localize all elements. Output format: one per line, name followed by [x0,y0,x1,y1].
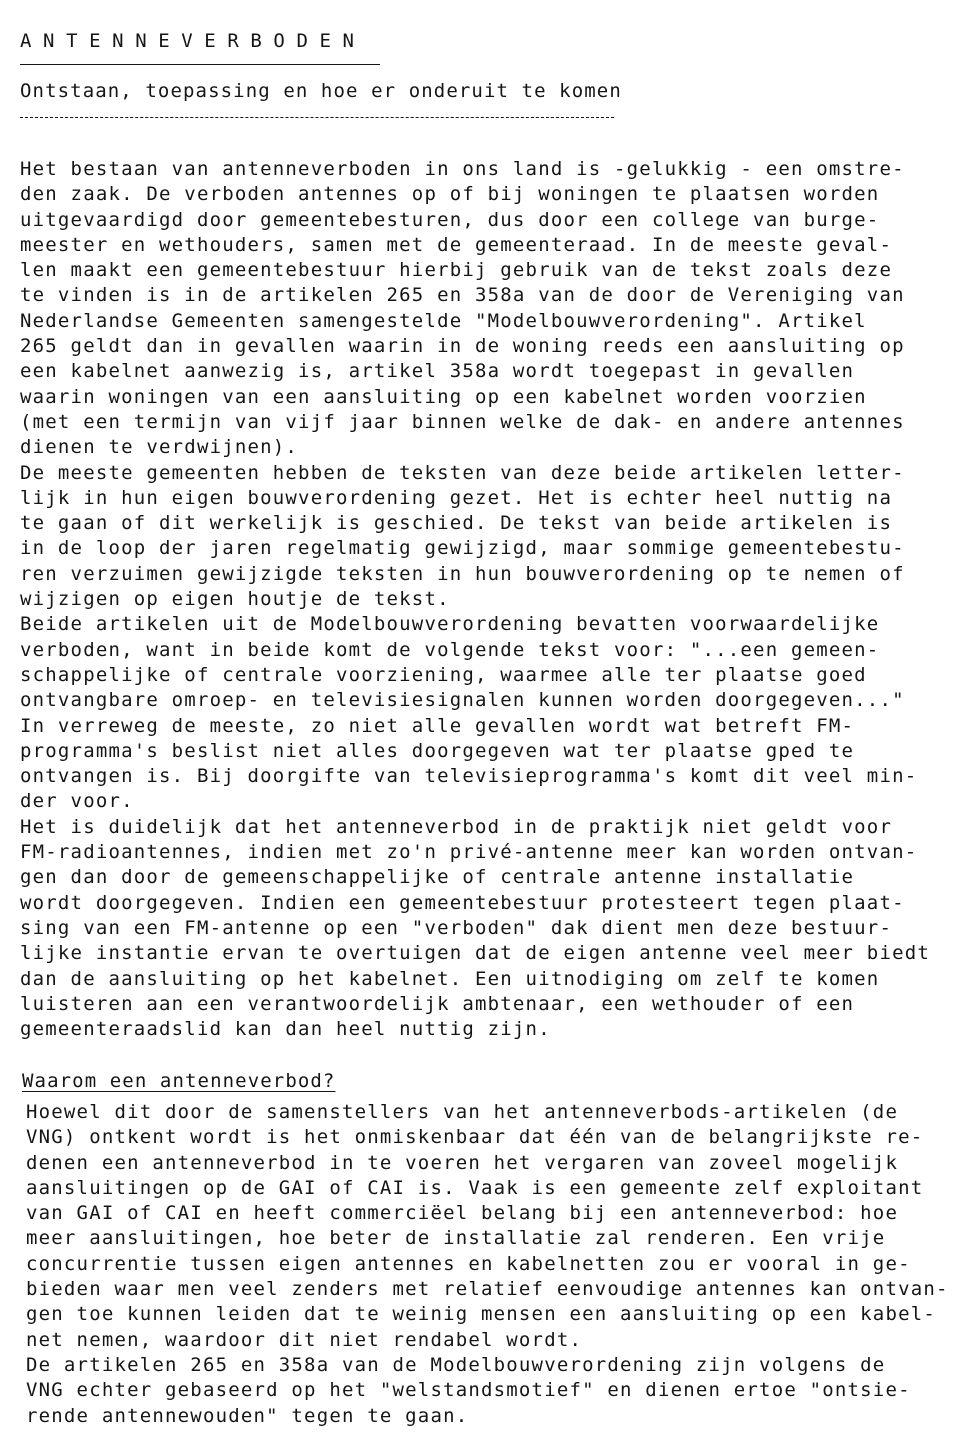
text-line: der voor. [20,790,134,813]
section-2-body [26,1100,949,1429]
text-line: Hoewel dit door de samenstellers van het antenneverbods-artikelen (de [26,1101,899,1123]
text-line: den zaak. De verboden antennes op of bij woningen te plaatsen worden [20,183,880,206]
text-line: concurrentie tussen eigen antennes en kabelnetten zou er vooral in ge- [26,1252,911,1275]
text-line: gen dan door de gemeenschappelijke of centrale antenne installatie [20,866,855,889]
text-line: ren verzuimen gewijzigde teksten in hun bouwverordening op te nemen of [20,562,905,585]
text-line: verboden, want in beide komt de volgende tekst voor: "...een gemeen- [20,638,880,661]
text-line: dan de aansluiting op het kabelnet. Een uitnodiging om zelf te komen [20,967,880,990]
text-line: een kabelnet aanwezig is, artikel 358a wordt toegepast in gevallen [20,360,855,383]
document-subtitle: Ontstaan, toepassing en hoe er onderuit te komen [20,80,622,102]
text-line: gen toe kunnen leiden dat te weinig mensen een aansluiting op een kabel- [26,1303,937,1326]
text-line: denen een antenneverbod in te voeren het vergaren van zoveel mogelijk [26,1151,899,1174]
text-line: De meeste gemeenten hebben de teksten van deze beide artikelen letter- [20,461,905,484]
text-line: schappelijke of centrale voorziening, waarmee alle ter plaatse goed [20,663,867,686]
text-line: dienen te verdwijnen). [20,436,299,459]
text-line: meer aansluitingen, hoe beter de installatie zal renderen. Een vrije [26,1227,886,1250]
text-line: wordt doorgegeven. Indien een gemeentebestuur protesteert tegen plaat- [20,891,905,914]
text-line: len maakt een gemeentebestuur hierbij gebruik van de tekst zoals deze [20,259,893,282]
text-line: net nemen, waardoor dit niet rendabel wordt. [26,1328,583,1351]
text-line: te vinden is in de artikelen 265 en 358a van de door de Vereniging van [20,284,905,307]
text-line: rende antennewouden" tegen te gaan. [26,1404,469,1427]
text-line: (met een termijn van vijf jaar binnen welke de dak- en andere antennes [20,410,905,433]
section-2-heading: Waarom een antenneverbod? [22,1070,336,1092]
text-line: gemeenteraadslid kan dan heel nuttig zijn. [20,1018,551,1041]
text-line: bieden waar men veel zenders met relatief eenvoudige antennes kan ontvan- [26,1278,949,1301]
text-line: Nederlandse Gemeenten samengestelde "Modelbouwverordening". Artikel [20,309,867,332]
section-1-body [20,157,930,1042]
text-line: van GAI of CAI en heeft commerciëel belang bij een antenneverbod: hoe [26,1202,899,1225]
title-underline [20,64,380,65]
text-line: ontvangbare omroep- en televisiesignalen kunnen worden doorgegeven..." [20,689,905,712]
document-title: ANTENNEVERBODEN [20,30,366,52]
text-line: wijzigen op eigen houtje de tekst. [20,588,450,611]
text-line: aansluitingen op de GAI of CAI is. Vaak is een gemeente zelf exploitant [26,1176,924,1199]
text-line: meester en wethouders, samen met de gemeenteraad. In de meeste geval- [20,233,893,256]
text-line: De artikelen 265 en 358a van de Modelbouwverordening zijn volgens de [26,1353,886,1376]
text-line: te gaan of dit werkelijk is geschied. De tekst van beide artikelen is [20,512,893,535]
text-line: Beide artikelen uit de Modelbouwverordening bevatten voorwaardelijke [20,613,880,636]
text-line: VNG echter gebaseerd op het "welstandsmotief" en dienen ertoe "ontsie- [26,1379,911,1402]
text-line: ontvangen is. Bij doorgifte van televisieprogramma's komt dit veel min- [20,765,918,788]
text-line: lijk in hun eigen bouwverordening gezet. Het is echter heel nuttig na [20,486,893,509]
text-line: Het bestaan van antenneverboden in ons land is -gelukkig - een omstre- [20,158,905,180]
text-line: waarin woningen van een aansluiting op een kabelnet worden voorzien [20,385,867,408]
text-line: uitgevaardigd door gemeentebesturen, dus door een college van burge- [20,208,880,231]
text-line: lijke instantie ervan te overtuigen dat de eigen antenne veel meer biedt [20,942,931,965]
text-line: programma's beslist niet alles doorgegeven wat ter plaatse gped te [20,739,855,762]
text-line: 265 geldt dan in gevallen waarin in de woning reeds een aansluiting op [20,335,905,358]
text-line: in de loop der jaren regelmatig gewijzigd, maar sommige gemeentebestu- [20,537,905,560]
text-line: luisteren aan een verantwoordelijk ambtenaar, een wethouder of een [20,992,855,1015]
text-line: sing van een FM-antenne op een "verboden" dak dient men deze bestuur- [20,916,893,939]
text-line: FM-radioantennes, indien met zo'n privé-antenne meer kan worden ontvan- [20,841,918,864]
text-line: VNG) ontkent wordt is het onmiskenbaar dat één van de belangrijkste re- [26,1126,924,1149]
text-line: Het is duidelijk dat het antenneverbod in de praktijk niet geldt voor [20,815,893,838]
subtitle-dashed-underline [20,117,614,118]
text-line: In verreweg de meeste, zo niet alle gevallen wordt wat betreft FM- [20,714,855,737]
